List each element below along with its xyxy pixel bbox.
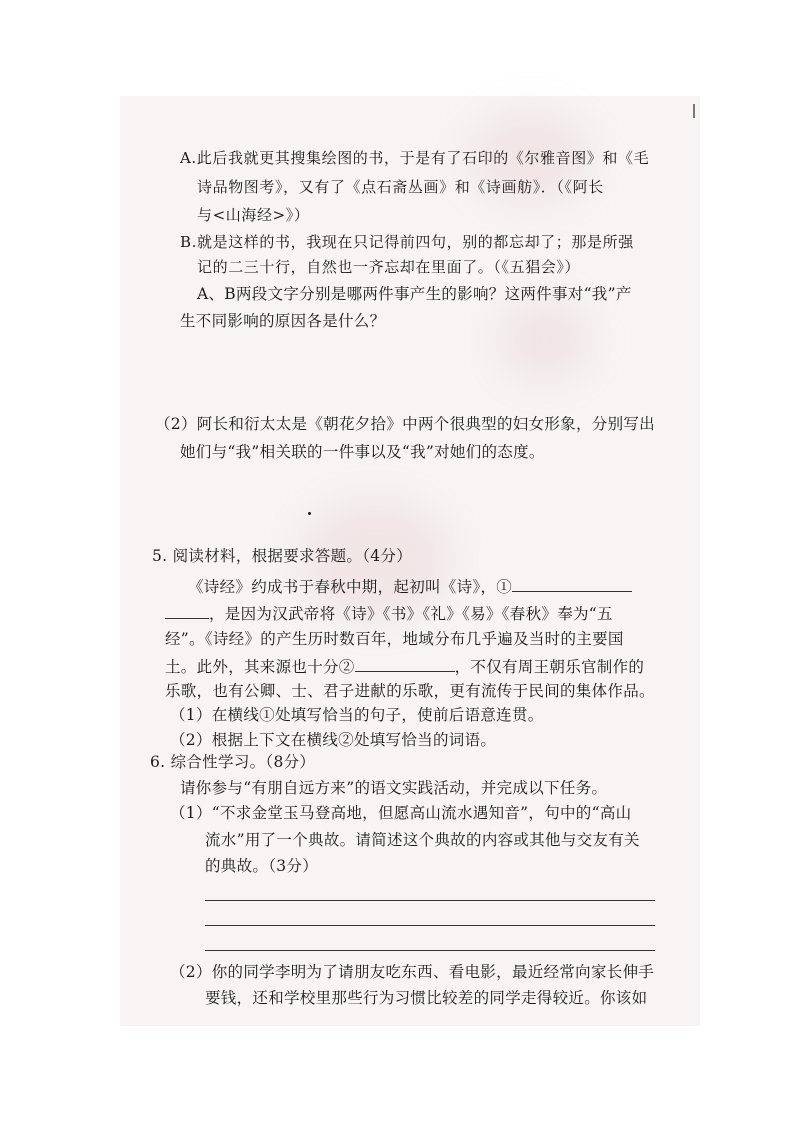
blank-1-continuation[interactable] <box>165 602 209 619</box>
answer-line-1[interactable] <box>205 900 655 901</box>
passage-text: ，不仅有周王朝乐官制作的 <box>454 658 645 676</box>
question-6-subquestion-1-line-1: （1）“不求金堂玉马登高地，但愿高山流水遇知音”，句中的“高山 <box>170 804 632 822</box>
passage-text: 土。此外，其来源也十分② <box>165 658 355 676</box>
question-5-title: 5. 阅读材料，根据要求答题。（4分） <box>152 547 413 565</box>
question-6-title: 6. 综合性学习。（8分） <box>150 753 316 771</box>
question-6-subquestion-1-line-2: 流水”用了一个典故。请简述这个典故的内容或其他与交友有关 <box>205 831 640 849</box>
passage-text: 《诗经》约成书于春秋中期，起初叫《诗》，① <box>188 578 513 596</box>
question-6-subquestion-2-line-2: 要钱，还和学校里那些行为习惯比较差的同学走得较近。你该如 <box>205 989 648 1007</box>
blank-1-line[interactable] <box>512 575 632 592</box>
answer-line-2[interactable] <box>205 925 655 926</box>
question-6-subquestion-1-line-3: 的典故。（3分） <box>205 857 319 875</box>
blank-2-line[interactable] <box>355 655 455 672</box>
option-b-line-1: B.就是这样的书，我现在只记得前四句，别的都忘却了；那是所强 <box>180 233 634 251</box>
answer-line-3[interactable] <box>205 950 655 951</box>
passage-text: ，是因为汉武帝将《诗》《书》《礼》《易》《春秋》奉为“五 <box>209 605 613 623</box>
question-5-subquestion-1: （1）在横线①处填写恰当的句子，使前后语意连贯。 <box>170 706 544 724</box>
option-b-line-2: 记的二三十行，自然也一齐忘却在里面了。（《五猖会》） <box>197 258 581 276</box>
question-2-line-1: （2）阿长和衍太太是《朝花夕拾》中两个很典型的妇女形象，分别写出 <box>155 415 655 433</box>
question-5-passage-line-3: 经”。《诗经》的产生历时数百年，地域分布几乎遍及当时的主要国 <box>165 630 624 648</box>
ink-speck <box>308 512 311 515</box>
option-a-line-2: 诗品物图考》，又有了《点石斋丛画》和《诗画舫》．（《阿长 <box>197 178 604 196</box>
question-6-subquestion-2-line-1: （2）你的同学李明为了请朋友吃东西、看电影，最近经常向家长伸手 <box>170 963 655 981</box>
option-a-line-3: 与<山海经>》） <box>197 206 310 224</box>
question-5-passage-line-2 <box>165 602 613 624</box>
question-ab-line-1: A、B两段文字分别是哪两件事产生的影响？这两件事对“我”产 <box>197 285 632 303</box>
option-a-line-1: A.此后我就更其搜集绘图的书，于是有了石印的《尔雅音图》和《毛 <box>180 149 650 167</box>
question-ab-line-2: 生不同影响的原因各是什么？ <box>180 312 386 330</box>
question-5-passage-line-4 <box>165 655 644 677</box>
red-stain <box>500 300 590 380</box>
question-5-subquestion-2: （2）根据上下文在横线②处填写恰当的词语。 <box>170 731 497 749</box>
question-5-passage-line-5: 乐歌，也有公卿、士、君子进献的乐歌，更有流传于民间的集体作品。 <box>165 682 655 700</box>
corner-mark <box>693 104 695 118</box>
question-5-passage-line-1 <box>188 575 632 597</box>
question-6-intro: 请你参与“有朋自远方来”的语文实践活动，并完成以下任务。 <box>180 779 608 797</box>
question-2-line-2: 她们与“我”相关联的一件事以及“我”对她们的态度。 <box>180 443 545 461</box>
